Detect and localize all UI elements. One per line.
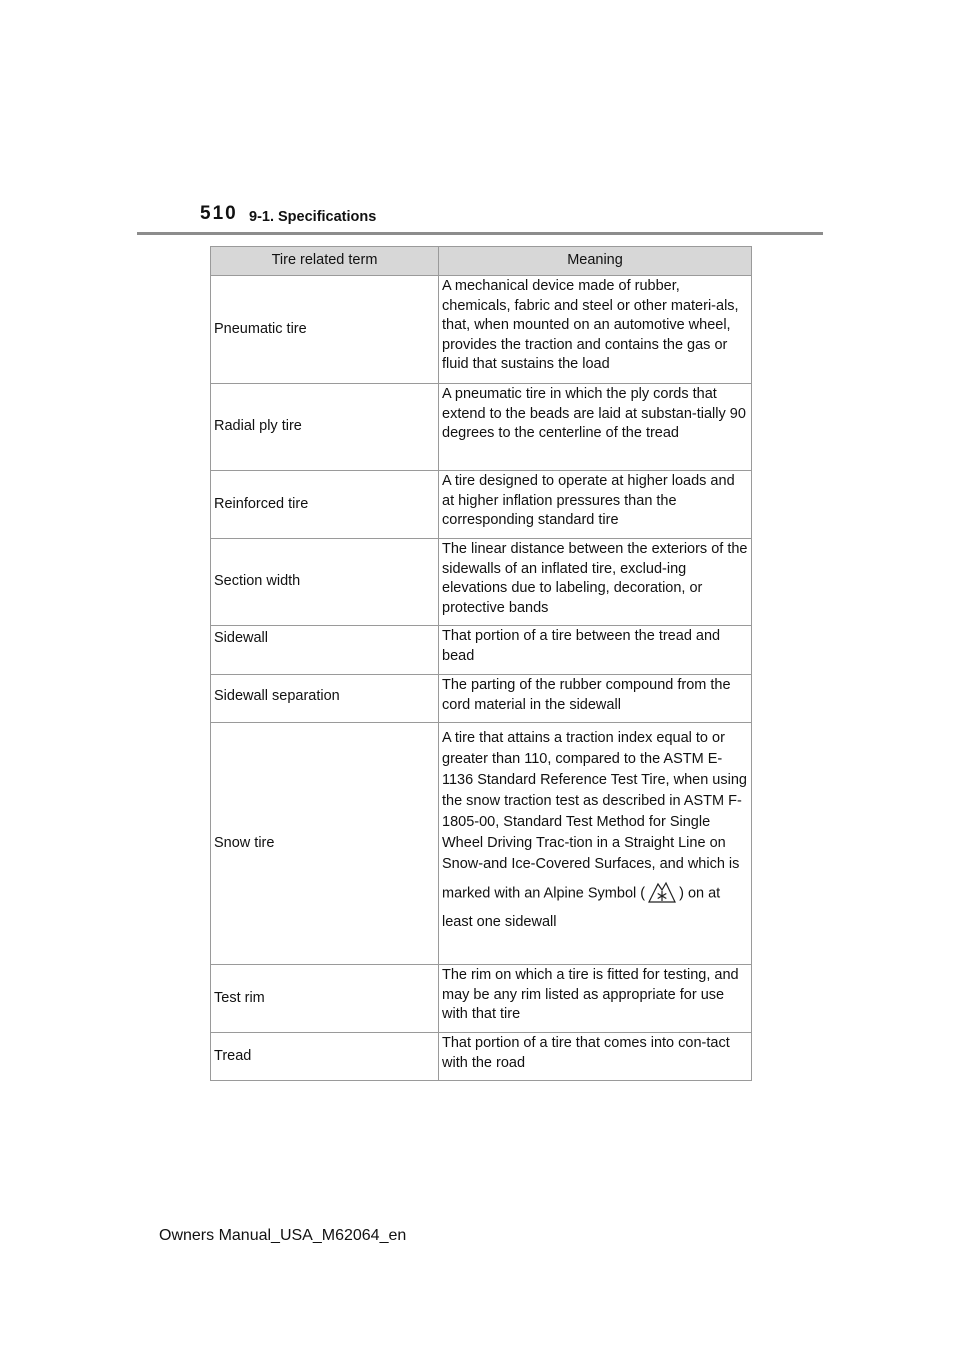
- meaning-cell: A tire designed to operate at higher loads and at higher inflation pressures than the corresponding standard tire: [439, 471, 752, 539]
- term-cell: Sidewall separation: [211, 675, 439, 723]
- term-cell: Pneumatic tire: [211, 276, 439, 384]
- tire-terms-table: [210, 246, 752, 1081]
- term-cell: Radial ply tire: [211, 384, 439, 471]
- term-cell: Section width: [211, 539, 439, 626]
- meaning-cell: The parting of the rubber compound from the cord material in the sidewall: [439, 675, 752, 723]
- meaning-cell: [439, 723, 752, 965]
- meaning-cell: That portion of a tire that comes into con-tact with the road: [439, 1033, 752, 1081]
- meaning-text-before-icon: A tire that attains a traction index equal to or greater than 110, compared to the ASTM E-1136 Standard Reference Test Tire, when using the snow traction test as described in ASTM F-1805-00, Standard Test Method for Single Wheel Driving Trac-tion in a Straight Line on Snow-and Ice-Covered Surfaces, and which is marked with an Alpine Symbol (: [442, 730, 747, 902]
- meaning-cell: That portion of a tire between the tread and bead: [439, 626, 752, 675]
- table-row: [211, 965, 752, 1033]
- meaning-cell: The rim on which a tire is fitted for testing, and may be any rim listed as appropriate for use with that tire: [439, 965, 752, 1033]
- table-row: [211, 471, 752, 539]
- meaning-cell: A mechanical device made of rubber, chemicals, fabric and steel or other materi-als, that, when mounted on an automotive wheel, provides the traction and contains the gas or fluid that sustains the load: [439, 276, 752, 384]
- meaning-cell: The linear distance between the exteriors of the sidewalls of an inflated tire, exclud-ing elevations due to labeling, decoration, or protective bands: [439, 539, 752, 626]
- term-cell: Sidewall: [211, 626, 439, 675]
- column-header-term: Tire related term: [211, 247, 439, 276]
- column-header-meaning: Meaning: [439, 247, 752, 276]
- term-cell: Snow tire: [211, 723, 439, 965]
- table-row: [211, 675, 752, 723]
- meaning-text-after-icon: ) on at least one sidewall: [442, 885, 721, 930]
- table-header-row: [211, 247, 752, 276]
- term-cell: Test rim: [211, 965, 439, 1033]
- table-row: [211, 384, 752, 471]
- footer-text: Owners Manual_USA_M62064_en: [159, 1227, 407, 1244]
- meaning-cell: A pneumatic tire in which the ply cords that extend to the beads are laid at substan-tially 90 degrees to the centerline of the tread: [439, 384, 752, 471]
- table-row: [211, 1033, 752, 1081]
- alpine-symbol-icon: [647, 875, 677, 912]
- term-cell: Tread: [211, 1033, 439, 1081]
- table-row: [211, 626, 752, 675]
- table-row: [211, 276, 752, 384]
- table-row: [211, 539, 752, 626]
- header-divider: [137, 232, 823, 235]
- table-row: [211, 723, 752, 965]
- page-number: 510: [200, 203, 238, 224]
- term-cell: Reinforced tire: [211, 471, 439, 539]
- section-title: 9-1. Specifications: [249, 209, 377, 225]
